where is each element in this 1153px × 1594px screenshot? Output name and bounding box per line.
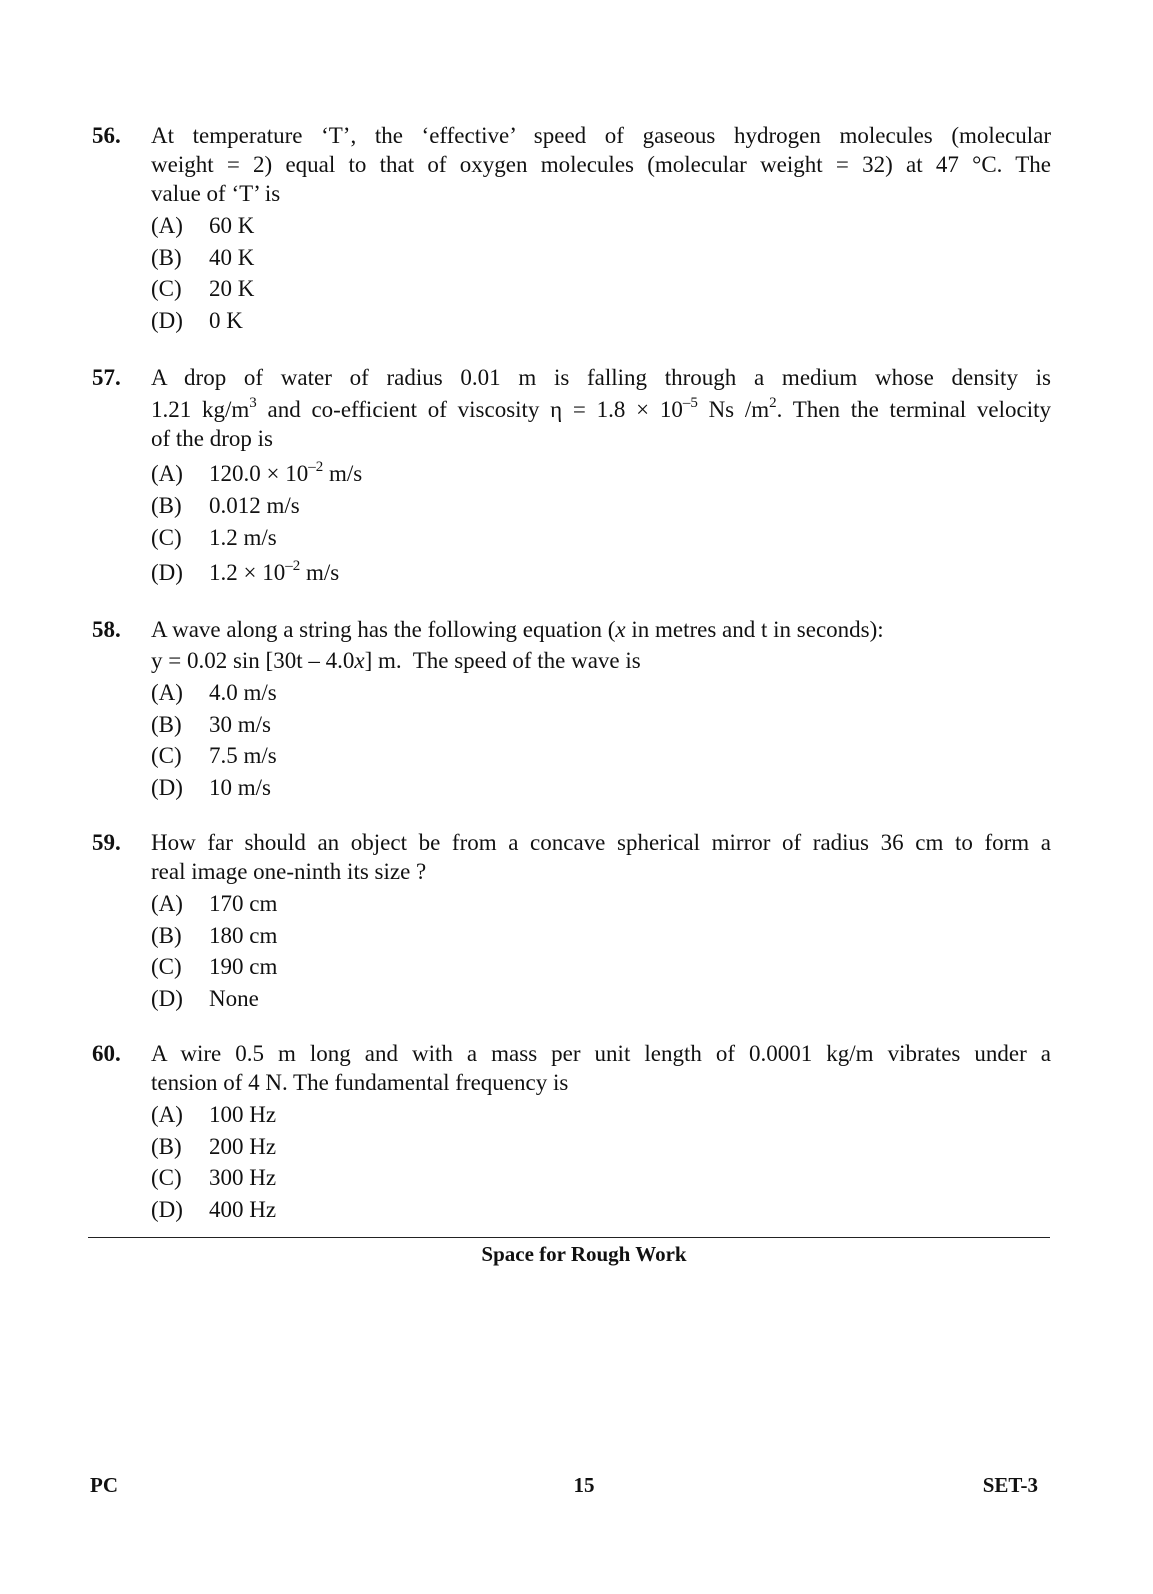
footer-subject-code: PC	[90, 1473, 118, 1497]
options-list	[151, 457, 1062, 589]
question-text	[151, 363, 1051, 453]
option-letter: (A)	[151, 461, 183, 486]
option-unit: m/s	[323, 461, 363, 486]
option-letter: (A)	[151, 891, 183, 916]
options-list	[151, 888, 1062, 1014]
option-text: 60 K	[209, 213, 255, 238]
option-d	[151, 305, 1062, 337]
footer-set-label: SET-3	[982, 1473, 1038, 1497]
option-text: 300 Hz	[209, 1165, 277, 1190]
option-letter: (A)	[151, 213, 183, 238]
question-line: weight = 2) equal to that of oxygen molecules (molecular weight = 32) at 47 °C. The	[151, 152, 1051, 177]
option-letter: (B)	[151, 493, 182, 518]
option-letter: (D)	[151, 560, 183, 585]
text-part: y = 0.02 sin [30t – 4.0	[151, 648, 355, 673]
text-part: in metres and t in seconds):	[625, 617, 884, 642]
text-part: ] m. The speed of the wave is	[364, 648, 641, 673]
superscript: –2	[285, 558, 301, 575]
option-c	[151, 1162, 1062, 1194]
option-a	[151, 457, 1062, 490]
option-text: 120.0 × 10	[209, 461, 309, 486]
question-text	[151, 121, 1051, 208]
rough-work-label: Space for Rough Work	[481, 1242, 687, 1266]
option-text: 20 K	[209, 276, 255, 301]
option-text: 400 Hz	[209, 1196, 277, 1222]
superscript: –5	[682, 395, 698, 412]
question-line: A wire 0.5 m long and with a mass per unit length of 0.0001 kg/m vibrates under a	[151, 1041, 1051, 1066]
option-b	[151, 490, 1062, 522]
superscript: 3	[249, 395, 257, 412]
option-text: 1.2 × 10	[209, 560, 286, 585]
option-letter: (C)	[151, 1165, 182, 1190]
variable-x: x	[354, 648, 365, 673]
option-letter: (C)	[151, 276, 182, 301]
question-number: 56.	[92, 123, 121, 148]
option-text: 170 cm	[209, 891, 278, 916]
option-letter: (B)	[151, 711, 182, 737]
option-text: 30 m/s	[209, 711, 271, 737]
question-56	[92, 121, 1062, 336]
question-number: 58.	[92, 617, 121, 642]
superscript: 2	[769, 395, 777, 412]
question-line: real image one-ninth its size ?	[151, 859, 427, 884]
option-letter: (A)	[151, 680, 183, 705]
option-text: 10 m/s	[209, 774, 271, 800]
options-list	[151, 210, 1062, 336]
option-text: 180 cm	[209, 922, 278, 948]
option-c	[151, 522, 1062, 554]
option-d	[151, 772, 1062, 804]
question-line: How far should an object be from a concave spherical mirror of radius 36 cm to form a	[151, 830, 1051, 855]
option-text: 190 cm	[209, 954, 278, 979]
option-text: None	[209, 985, 259, 1011]
option-c	[151, 951, 1062, 983]
option-letter: (D)	[151, 774, 183, 800]
question-line: tension of 4 N. The fundamental frequency is	[151, 1070, 569, 1095]
options-list	[151, 677, 1062, 803]
option-c	[151, 740, 1062, 772]
question-line: A drop of water of radius 0.01 m is falling through a medium whose density is	[151, 365, 1051, 390]
question-text	[151, 615, 1051, 675]
option-letter: (B)	[151, 1133, 182, 1159]
option-text: 200 Hz	[209, 1133, 277, 1159]
option-d	[151, 983, 1062, 1015]
option-letter: (B)	[151, 922, 182, 948]
option-letter: (D)	[151, 1196, 183, 1222]
option-a	[151, 210, 1062, 242]
horizontal-divider	[88, 1237, 1050, 1238]
option-a	[151, 888, 1062, 920]
text-part: A wave along a string has the following equation (	[151, 617, 616, 642]
option-b	[151, 242, 1062, 274]
text-part: . Then the terminal velocity	[776, 397, 1051, 422]
option-text: 0.012 m/s	[209, 493, 300, 518]
variable-x: x	[615, 617, 626, 642]
question-line: At temperature ‘T’, the ‘effective’ speed of gaseous hydrogen molecules (molecular	[151, 123, 1051, 148]
text-part: and co-efficient of viscosity η = 1.8 × 10	[256, 397, 683, 422]
footer-page-number: 15	[573, 1473, 595, 1497]
option-a	[151, 677, 1062, 709]
option-text: 4.0 m/s	[209, 680, 277, 705]
option-unit: m/s	[300, 560, 340, 585]
text-part: Ns /m	[697, 397, 770, 422]
question-59	[92, 828, 1062, 1014]
question-number: 59.	[92, 830, 121, 855]
option-letter: (C)	[151, 954, 182, 979]
option-letter: (D)	[151, 985, 183, 1011]
option-text: 100 Hz	[209, 1102, 277, 1127]
text-part: 1.21 kg/m	[151, 397, 250, 422]
superscript: –2	[308, 459, 324, 476]
question-line-formula	[151, 395, 1051, 424]
option-letter: (B)	[151, 244, 182, 270]
options-list	[151, 1099, 1062, 1225]
option-b	[151, 920, 1062, 952]
option-letter: (C)	[151, 743, 182, 768]
question-line	[151, 615, 1051, 644]
option-text: 0 K	[209, 307, 243, 333]
question-text	[151, 828, 1051, 886]
question-line: of the drop is	[151, 426, 274, 451]
option-letter: (C)	[151, 524, 182, 550]
question-60	[92, 1039, 1062, 1225]
question-57	[92, 363, 1062, 589]
question-number: 57.	[92, 365, 121, 390]
option-b	[151, 1131, 1062, 1163]
question-number: 60.	[92, 1041, 121, 1066]
option-letter: (A)	[151, 1102, 183, 1127]
option-d	[151, 553, 1062, 589]
option-c	[151, 273, 1062, 305]
question-text	[151, 1039, 1051, 1097]
option-b	[151, 709, 1062, 741]
option-text: 40 K	[209, 244, 255, 270]
question-line: value of ‘T’ is	[151, 181, 281, 206]
question-58	[92, 615, 1062, 803]
option-text: 7.5 m/s	[209, 743, 277, 768]
option-letter: (D)	[151, 307, 183, 333]
question-line	[151, 646, 1051, 675]
option-a	[151, 1099, 1062, 1131]
option-d	[151, 1194, 1062, 1226]
option-text: 1.2 m/s	[209, 524, 277, 550]
